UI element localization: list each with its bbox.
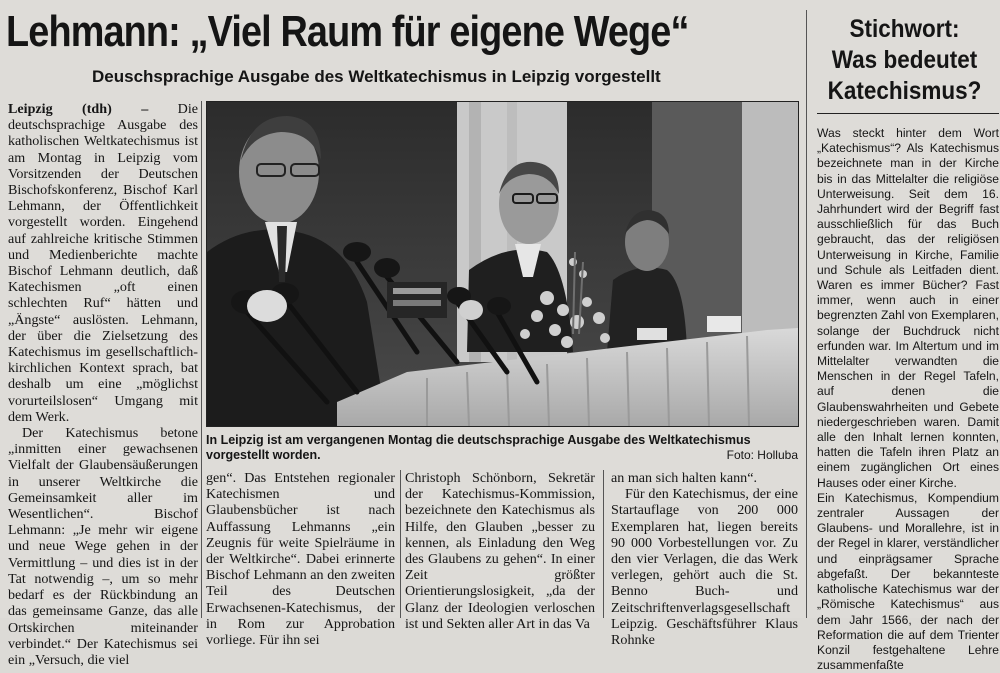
body-paragraph: gen“. Das Entstehen regionaler Katechismen und Glaubensbücher ist nach Auffassung Lehmanns „ein Zeugnis für weite Spielräume in der Weltkirche“. Dabei erinnerte Bischof Lehmann an den zweiten Teil des Deutschen Erwachsenen-Katechismus, der in Rom zur Approbation vorliege. Für ihn sei	[206, 470, 395, 649]
sidebar-rule	[817, 113, 999, 114]
column-divider	[603, 470, 604, 618]
press-conference-photo	[206, 101, 799, 427]
photo-illustration	[207, 102, 798, 426]
lead-text: Die deutschsprachige Ausgabe des katholischen Weltkatechismus ist am Montag in Leipzig vom Vorsitzenden der Deutschen Bischofskonferenz, Bischof Karl Lehmann, der Öffentlichkeit vorgestellt worden. Eingehend auf zahlreiche kritische Stimmen und Medienberichte machte Bischof Lehmann deutlich, daß Katechismen „oft einen schlechten Ruf“ hätten und „Ängste“ auslösten. Lehmann, der über die Zielsetzung des Katechismus im gesellschaftlich-kirchlichen Kontext sprach, bat deshalb um eine „möglichst vorurteilslosen“ Umgang mit dem Werk.	[8, 101, 199, 425]
article-headline: Lehmann: „Viel Raum für eigene Wege“	[6, 7, 689, 56]
dateline: Leipzig (tdh) –	[8, 101, 149, 117]
body-paragraph: an man sich halten kann“.	[611, 470, 757, 486]
sidebar-title-line: Katechismus?	[827, 77, 982, 105]
article-column-2	[206, 470, 395, 649]
photo-caption-block	[206, 433, 798, 463]
body-paragraph: Für den Katechismus, der eine Startauflage von 200 000 Exemplaren hat, liegen bereits 90 000 Vorbestellungen vor. Zu den vier Verlagen, die das Werk verlegen, gehört auch die St. Benno Buch- und Zeitschriftenverlagsgesellschaft Leipzig. Geschäftsführer Klaus Rohnke	[611, 486, 798, 649]
photo-credit: Foto: Holluba	[726, 448, 798, 462]
article-column-3	[405, 470, 595, 632]
sidebar-paragraph: Was steckt hinter dem Wort „Katechismus“? Als Katechismus bezeichnete man in der Kirche bis in das Mittelalter die religiöse Unterweisung. Seit dem 16. Jahrhundert wird der Begriff fast ausschließlich für das Buch gebraucht, das der religiösen Unterweisung in Kirche, Familie und Schule als Leitfaden dient. Waren es immer Bücher? Fast immer, wenn auch in einer begrenzten Zahl von Exemplaren, solange der Buchdruck nicht erfunden war. Im Altertum und im Mittelalter verwandten die Menschen in der Regel Tafeln, auf denen die Glaubenswahrheiten und Gebete niedergeschrieben waren. Damit alle den Inhalt lernen konnten, hatten die Tafeln ihren Platz an einem zugänglichen Ort eines Hauses oder einer Kirche.	[817, 126, 999, 490]
article-column-1	[8, 101, 199, 668]
sidebar-title-line: Stichwort:	[849, 15, 960, 43]
article-column-4	[611, 470, 798, 649]
column-divider	[400, 470, 401, 618]
sidebar-divider	[806, 10, 807, 618]
column-divider	[201, 101, 202, 618]
sidebar-title	[819, 14, 991, 107]
lead-paragraph	[8, 101, 198, 425]
sidebar-paragraph: Ein Katechismus, Kompendium zentraler Aussagen der Glaubens- und Morallehre, ist in der Regel in klarer, verständlicher und einprägsamer Sprache abgefaßt. Der bekannteste katholische Katechismus war der „Römische Katechismus“ aus dem Jahr 1566, der nach der Reformation die auf dem Trienter Konzil festgehaltene Lehre zusammenfaßte	[817, 490, 999, 673]
body-paragraph: Christoph Schönborn, Sekretär der Katechismus-Kommission, bezeichnete den Katechismus als Hilfe, den Glauben „besser zu kennen, als Einladung den Weg des Glaubens zu gehen“. In einer Zeit größter Orientierungslosigkeit, „da der Glanz der Ideologien verloschen ist und Sekten aller Art in das Va	[405, 470, 595, 632]
photo-caption: In Leipzig ist am vergangenen Montag die deutschsprachige Ausgabe des Weltkatechismus vorgestellt worden.	[206, 433, 751, 462]
sidebar-title-line: Was bedeutet	[831, 46, 978, 74]
article-subheadline: Deuschsprachige Ausgabe des Weltkatechismus in Leipzig vorgestellt	[92, 67, 661, 86]
sidebar-stichwort	[809, 14, 1000, 673]
sidebar-body	[817, 126, 999, 673]
body-paragraph: Der Katechismus betone „inmitten einer gewachsenen Vielfalt der Glaubensäußerungen in unserer Weltkirche die Gemeinsamkeit aller im Wesentlichen“. Bischof Lehmann: „Je mehr wir eigene und neue Wege gehen in der Vermittlung – und dies ist in der Tat notwendig –, um so mehr bedarf es der Rückbindung an das gemeinsame Ganze, das alle Ortskirchen miteinander verbindet.“ Der Katechismus sei ein „Versuch, die viel	[8, 425, 198, 668]
